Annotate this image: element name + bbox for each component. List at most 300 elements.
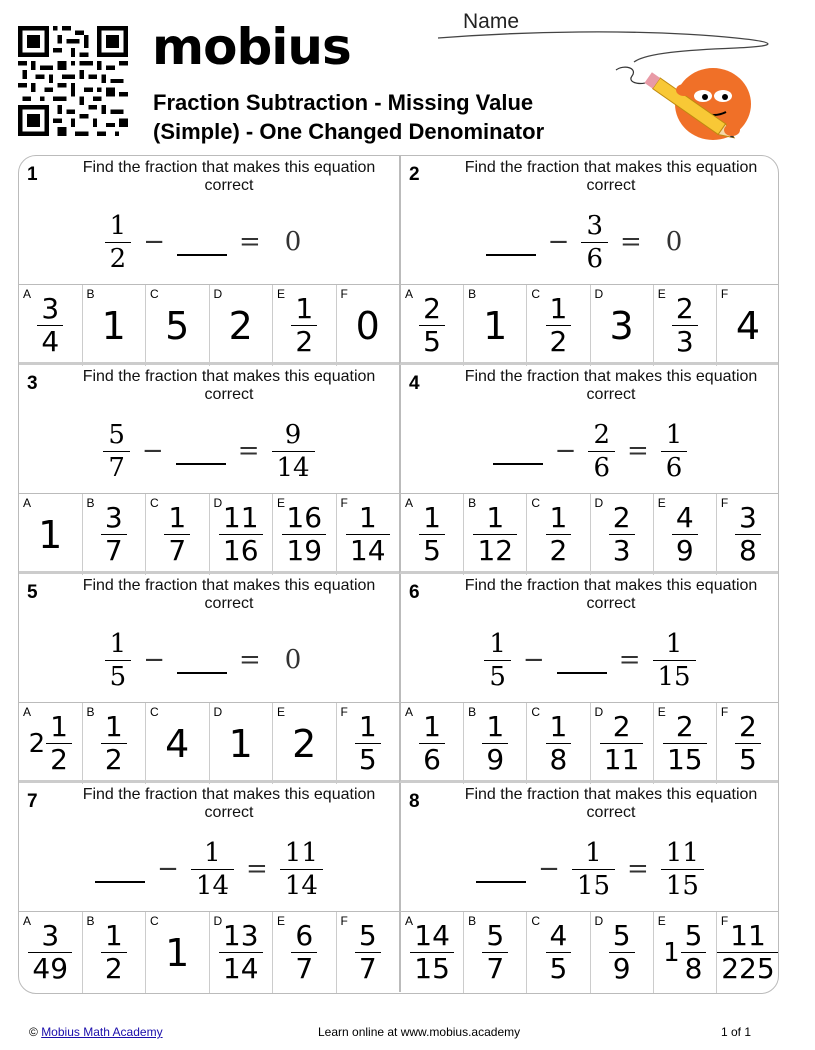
choice-letter: C [531,287,541,301]
answer-choice-c[interactable] [527,494,590,575]
denominator: 8 [546,743,572,774]
choice-letter: A [23,287,32,301]
answer-blank[interactable] [557,672,607,674]
equation-operator: − [538,854,560,884]
denominator: 6 [588,451,615,481]
answer-choice-c[interactable] [146,285,210,366]
choice-fraction [663,710,707,776]
question-instruction: Find the fraction that makes this equation correct [464,577,758,612]
denominator: 6 [581,242,608,272]
answer-choice-b[interactable] [83,703,147,784]
choice-letter: D [594,287,604,301]
choice-letter: D [594,496,604,510]
equation-fraction [581,210,608,274]
choice-whole-number: 1 [228,721,253,766]
question-grid [18,155,779,994]
equation-area [401,618,779,702]
choice-fraction [546,710,572,776]
numerator: 5 [358,919,377,952]
qr-code [17,26,129,136]
equation-operator: = [237,436,260,466]
question-cell-4 [399,365,779,574]
choice-whole-number: 2 [228,303,253,348]
denominator: 8 [681,952,707,983]
question-instruction: Find the fraction that makes this equation correct [82,368,376,403]
equation-operator: = [627,436,649,466]
answer-choice-a[interactable] [401,285,464,366]
denominator: 49 [28,952,72,983]
answer-choice-e[interactable] [273,703,337,784]
choice-letter: F [340,705,348,719]
question-number: 1 [27,164,38,185]
choice-letter: E [277,914,286,928]
question-number: 7 [27,791,38,812]
answer-choices [401,493,779,575]
choice-whole-number: 1 [38,512,63,557]
choice-fraction [219,919,263,985]
numerator: 4 [549,919,568,952]
choice-letter: D [213,705,223,719]
question-instruction: Find the fraction that makes this equation correct [464,368,758,403]
choice-letter: A [23,496,32,510]
answer-choice-f[interactable] [717,703,779,784]
choice-fraction [101,501,127,567]
equation-operator: − [522,645,545,675]
choice-whole-number: 0 [355,303,380,348]
answer-choice-f[interactable] [717,285,779,366]
numerator: 1 [295,292,314,325]
choice-letter: E [657,287,666,301]
answer-choice-a[interactable] [19,285,83,366]
question-cell-8 [399,783,779,992]
answer-choice-c[interactable] [146,703,210,784]
choice-fraction [346,501,390,567]
numerator: 1 [423,501,441,534]
choice-fraction [355,710,381,776]
choice-letter: F [720,914,729,928]
choice-fraction [672,501,698,567]
choice-letter: C [150,287,159,301]
denominator: 6 [419,743,445,774]
choice-fraction [46,710,72,776]
denominator: 7 [355,952,381,983]
equation [484,628,695,692]
answer-choice-b[interactable] [464,285,527,366]
question-instruction: Find the fraction that makes this equation correct [464,159,758,194]
title-line-2: (Simple) - One Changed Denominator [153,119,545,144]
choice-letter: E [277,705,286,719]
choice-letter: B [468,705,477,719]
denominator: 5 [735,743,761,774]
denominator: 7 [103,451,130,481]
mobius-academy-link[interactable]: Mobius Math Academy [41,1025,163,1039]
answer-choices [19,702,399,784]
question-instruction: Find the fraction that makes this equation correct [82,159,376,194]
equation [105,628,314,692]
numerator: 5 [684,919,703,952]
numerator: 1 [104,919,123,952]
equation-operator: = [239,227,261,257]
denominator: 225 [717,952,778,983]
numerator: 3 [739,501,757,534]
answer-choices [401,911,779,993]
equation [493,419,688,483]
footer-learn-online: Learn online at www.mobius.academy [318,1025,521,1039]
choice-letter: B [468,914,477,928]
denominator: 3 [672,325,698,356]
choice-fraction [609,501,635,567]
choice-fraction [291,919,317,985]
answer-choice-c[interactable] [146,912,210,993]
question-number: 4 [409,373,420,394]
choice-letter: D [594,914,604,928]
mascot-illustration [610,60,760,150]
question-cell-3 [19,365,399,574]
denominator: 2 [105,242,132,272]
equation-operator: − [157,854,179,884]
denominator: 5 [546,952,572,983]
choice-letter: C [531,914,541,928]
choice-fraction [609,919,635,985]
answer-choice-e[interactable] [273,494,337,575]
denominator: 2 [291,325,317,356]
answer-blank[interactable] [486,254,536,256]
choice-letter: D [213,496,223,510]
equation-value: 0 [665,227,683,257]
answer-choice-e[interactable] [654,912,717,993]
answer-choice-f[interactable] [717,912,779,993]
choice-letter: D [213,287,223,301]
denominator: 6 [661,451,688,481]
answer-choice-c[interactable] [527,703,590,784]
choice-whole-number: 2 [292,721,317,766]
numerator: 3 [586,210,603,241]
answer-choice-d[interactable] [591,703,654,784]
answer-choice-f[interactable] [337,494,400,575]
choice-whole-number: 3 [609,303,634,348]
question-number: 3 [27,373,38,394]
choice-fraction [101,710,127,776]
choice-letter: A [405,914,414,928]
answer-choice-e[interactable] [654,285,717,366]
choice-letter: E [657,705,666,719]
choice-fraction [672,292,698,358]
equation [105,210,314,274]
answer-choice-d[interactable] [591,494,654,575]
choice-letter: A [405,287,414,301]
denominator: 14 [272,451,315,481]
equation-area [19,827,399,911]
mixed-whole: 1 [663,937,680,968]
choice-letter: A [405,496,414,510]
equation-operator: = [620,227,642,257]
question-cell-1 [19,156,399,365]
choice-letter: A [23,705,32,719]
equation [95,837,323,901]
choice-fraction [291,292,317,358]
answer-choice-f[interactable] [337,285,400,366]
numerator: 11 [284,837,318,868]
denominator: 2 [546,325,572,356]
choice-fraction [355,919,381,985]
choice-fraction [419,501,445,567]
choice-whole-number: 1 [483,303,508,348]
choice-letter: C [150,496,159,510]
choice-letter: F [720,705,729,719]
denominator: 14 [219,952,263,983]
choice-letter: E [277,287,286,301]
numerator: 2 [612,501,631,534]
choice-letter: C [531,496,541,510]
denominator: 2 [546,534,572,565]
numerator: 6 [295,919,314,952]
denominator: 7 [101,534,127,565]
equation-value: 0 [284,645,302,675]
numerator: 1 [486,710,505,743]
denominator: 5 [105,660,132,690]
denominator: 9 [672,534,698,565]
answer-choice-c[interactable] [146,494,210,575]
denominator: 2 [46,743,72,774]
numerator: 2 [593,419,610,450]
answer-choice-d[interactable] [591,285,654,366]
footer-page-number: 1 of 1 [721,1025,752,1039]
choice-fraction [473,501,517,567]
choice-letter: F [720,496,729,510]
answer-choice-b[interactable] [83,494,147,575]
choice-letter: E [657,496,666,510]
equation [486,210,695,274]
denominator: 8 [735,534,761,565]
equation-operator: = [246,854,268,884]
equation-fraction [484,628,511,692]
answer-choice-f[interactable] [337,703,400,784]
equation-fraction [105,210,132,274]
choice-fraction [735,501,761,567]
numerator: 3 [104,501,123,534]
denominator: 9 [482,743,508,774]
numerator: 1 [109,628,127,659]
answer-choice-a[interactable] [19,703,83,784]
choice-letter: B [86,496,95,510]
numerator: 1 [549,710,568,743]
answer-choice-a[interactable] [19,494,83,575]
numerator: 1 [358,501,377,534]
question-cell-7 [19,783,399,992]
equation-fraction [280,837,323,901]
numerator: 1 [585,837,602,868]
choice-fraction [681,919,707,985]
choice-letter: B [468,496,477,510]
answer-choice-d[interactable] [210,494,274,575]
equation-area [401,409,779,493]
denominator: 5 [419,325,445,356]
choice-fraction [482,710,508,776]
numerator: 2 [675,292,694,325]
numerator: 2 [739,710,757,743]
numerator: 5 [612,919,631,952]
answer-choice-a[interactable] [401,912,464,993]
numerator: 14 [414,919,450,952]
equation-area [19,200,399,284]
numerator: 1 [665,419,683,450]
answer-blank[interactable] [177,254,227,256]
numerator: 1 [489,628,506,659]
numerator: 1 [204,837,221,868]
equation-area [19,618,399,702]
denominator: 3 [609,534,635,565]
answer-choice-a[interactable] [401,494,464,575]
equation-fraction [588,419,615,483]
equation-fraction [272,419,315,483]
worksheet-title [153,88,544,146]
equation-operator: = [239,645,261,675]
numerator: 2 [423,292,441,325]
question-number: 2 [409,164,420,185]
mobius-logo: mobius [152,18,351,76]
answer-choice-f[interactable] [337,912,400,993]
equation-operator: − [143,227,165,257]
answer-choice-e[interactable] [273,912,337,993]
answer-choice-b[interactable] [464,494,527,575]
answer-choice-e[interactable] [654,494,717,575]
denominator: 15 [653,660,696,690]
numerator: 5 [108,419,125,450]
choice-letter: E [277,496,286,510]
denominator: 15 [661,869,704,899]
answer-choice-c[interactable] [527,912,590,993]
question-number: 6 [409,582,420,603]
choice-fraction [101,919,127,985]
denominator: 15 [572,869,615,899]
denominator: 14 [280,869,323,899]
answer-choices [401,702,779,784]
question-number: 8 [409,791,420,812]
choice-fraction [546,501,572,567]
answer-blank[interactable] [95,881,145,883]
choice-letter: B [86,287,95,301]
answer-choice-c[interactable] [527,285,590,366]
answer-blank[interactable] [476,881,526,883]
denominator: 7 [164,534,190,565]
answer-choices [401,284,779,366]
answer-choice-b[interactable] [83,285,147,366]
choice-letter: F [340,496,348,510]
equation-fraction [661,837,704,901]
answer-choice-e[interactable] [273,285,337,366]
denominator: 9 [609,952,635,983]
answer-choice-d[interactable] [591,912,654,993]
choice-letter: B [468,287,477,301]
answer-choice-d[interactable] [210,285,274,366]
answer-blank[interactable] [493,463,543,465]
numerator: 9 [284,419,302,450]
equation-operator: − [141,436,164,466]
choice-letter: D [213,914,223,928]
denominator: 19 [282,534,326,565]
equation-value: 0 [284,227,302,257]
answer-blank[interactable] [177,672,227,674]
numerator: 1 [423,710,441,743]
denominator: 7 [291,952,317,983]
choice-letter: F [340,914,348,928]
choice-letter: B [86,705,95,719]
equation-fraction [105,628,132,692]
choice-whole-number: 1 [165,930,190,975]
equation-fraction [653,628,696,692]
numerator: 2 [612,710,631,743]
choice-letter: A [23,914,32,928]
answer-choice-f[interactable] [717,494,779,575]
denominator: 2 [101,743,127,774]
choice-fraction [735,710,761,776]
question-instruction: Find the fraction that makes this equation correct [464,786,758,821]
denominator: 15 [410,952,454,983]
denominator: 5 [484,660,511,690]
denominator: 15 [663,743,707,774]
choice-letter: C [150,705,159,719]
denominator: 16 [219,534,263,565]
equation-operator: = [627,854,649,884]
choice-letter: C [531,705,541,719]
equation-operator: = [618,645,641,675]
choice-whole-number: 4 [735,303,761,348]
denominator: 7 [482,952,508,983]
answer-blank[interactable] [176,463,226,465]
choice-fraction [546,292,572,358]
numerator: 1 [665,628,683,659]
answer-choice-a[interactable] [401,703,464,784]
question-instruction: Find the fraction that makes this equation correct [82,577,376,612]
equation-operator: − [547,227,570,257]
choice-fraction [600,710,644,776]
choice-letter: A [405,705,414,719]
numerator: 1 [104,710,123,743]
equation-fraction [103,419,130,483]
question-cell-5 [19,574,399,783]
name-label: Name [463,10,520,33]
equation [103,419,314,483]
question-instruction: Find the fraction that makes this equation correct [82,786,376,821]
title-line-1: Fraction Subtraction - Missing Value [153,90,534,115]
choice-letter: D [594,705,604,719]
equation-area [19,409,399,493]
choice-fraction [410,919,454,985]
numerator: 2 [675,710,694,743]
question-cell-6 [399,574,779,783]
numerator: 11 [665,837,699,868]
numerator: 13 [222,919,259,952]
mixed-whole: 2 [28,728,46,759]
denominator: 5 [355,743,381,774]
answer-choice-b[interactable] [464,912,527,993]
numerator: 1 [549,292,568,325]
answer-choice-e[interactable] [654,703,717,784]
choice-fraction [282,501,326,567]
numerator: 4 [675,501,694,534]
numerator: 3 [41,292,60,325]
answer-choice-d[interactable] [210,912,274,993]
numerator: 5 [486,919,505,952]
equation-operator: − [143,645,165,675]
choice-letter: C [150,914,159,928]
answer-choice-b[interactable] [464,703,527,784]
choice-letter: F [340,287,348,301]
answer-choice-d[interactable] [210,703,274,784]
answer-choice-b[interactable] [83,912,147,993]
answer-choice-a[interactable] [19,912,83,993]
question-number: 5 [27,582,38,603]
